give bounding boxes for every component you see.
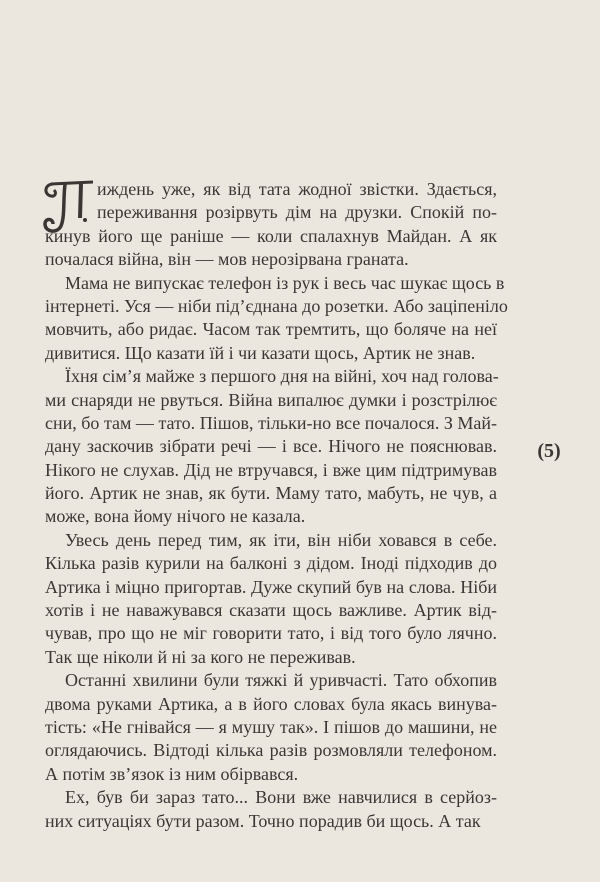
text-line: оглядаючись. Відтоді кілька разів розмовляли телефоном. [45, 740, 497, 761]
text-line: його. Артик не знав, як бути. Маму тато, мабуть, не чув, а [45, 483, 497, 504]
text-line: А потім зв’язок із ним обірвався. [45, 763, 299, 784]
text-line: дивитися. Що казати їй і чи казати щось, Артик не знав. [45, 342, 476, 363]
text-line: Мама не випускає телефон із рук і весь час шукає щось в [65, 272, 505, 293]
text-line: мовчить, або ридає. Часом так тремтить, що боляче на неї [45, 319, 497, 340]
text-line: иждень уже, як від тата жодної звістки. Здається, [97, 179, 497, 199]
text-line: Артика і міцно пригортав. Дуже скупий був на слова. Ніби [45, 576, 497, 597]
text-line: Ех, був би зараз тато... Вони вже навчилися в серйоз- [65, 787, 497, 808]
text-line: Їхня сім’я майже з першого дня на війні, хоч над голова- [65, 366, 499, 387]
text-line: Нікого не слухав. Дід не втручався, і вже цим підтримував [45, 459, 497, 480]
text-line: чував, про що не міг говорити тато, і від того було лячно. [45, 623, 497, 644]
text-line: дану заскочив зібрати речі — і все. Нічого не пояснював. [45, 436, 497, 457]
text-line: них ситуаціях бути разом. Точно порадив би щось. А так [45, 810, 481, 831]
text-line: переживання розірвуть дім на друзки. Спокій по- [97, 202, 497, 223]
text-line: хотів і не наважувався сказати щось важливе. Артик від- [45, 600, 497, 621]
text-line: Останні хвилини були тяжкі й уривчасті. Тато обхопив [65, 670, 497, 691]
text-line: кинув його ще раніше — коли спалахнув Майдан. А як [45, 225, 497, 246]
text-line: сни, бо там — тато. Пішов, тільки-но все почалося. З Май- [45, 412, 497, 433]
text-line: інтернеті. Уся — ніби під’єднана до розетки. Або заціпеніло [45, 295, 508, 316]
text-line: двома руками Артика, а в його словах була якась винува- [45, 693, 497, 714]
text-line: тість: «Не гнівайся — я мушу так». І пішов до машини, не [45, 716, 497, 737]
text-line: Увесь день перед тим, як іти, він ніби ховався в себе. [65, 529, 497, 550]
text-line: може, вона йому нічого не казала. [45, 506, 306, 527]
page-body-text [45, 178, 508, 833]
page-number: (5) [537, 440, 561, 462]
text-line: Кілька разів курили на балконі з дідом. Іноді підходив до [45, 553, 497, 574]
drop-cap-letter [39, 176, 97, 236]
text-line: Так ще ніколи й ні за кого не переживав. [45, 646, 356, 667]
text-line: почалася війна, він — мов нерозірвана граната. [45, 249, 409, 270]
text-line: ми снаряди не рвуться. Війна випалює думки і розстрілює [45, 389, 497, 410]
